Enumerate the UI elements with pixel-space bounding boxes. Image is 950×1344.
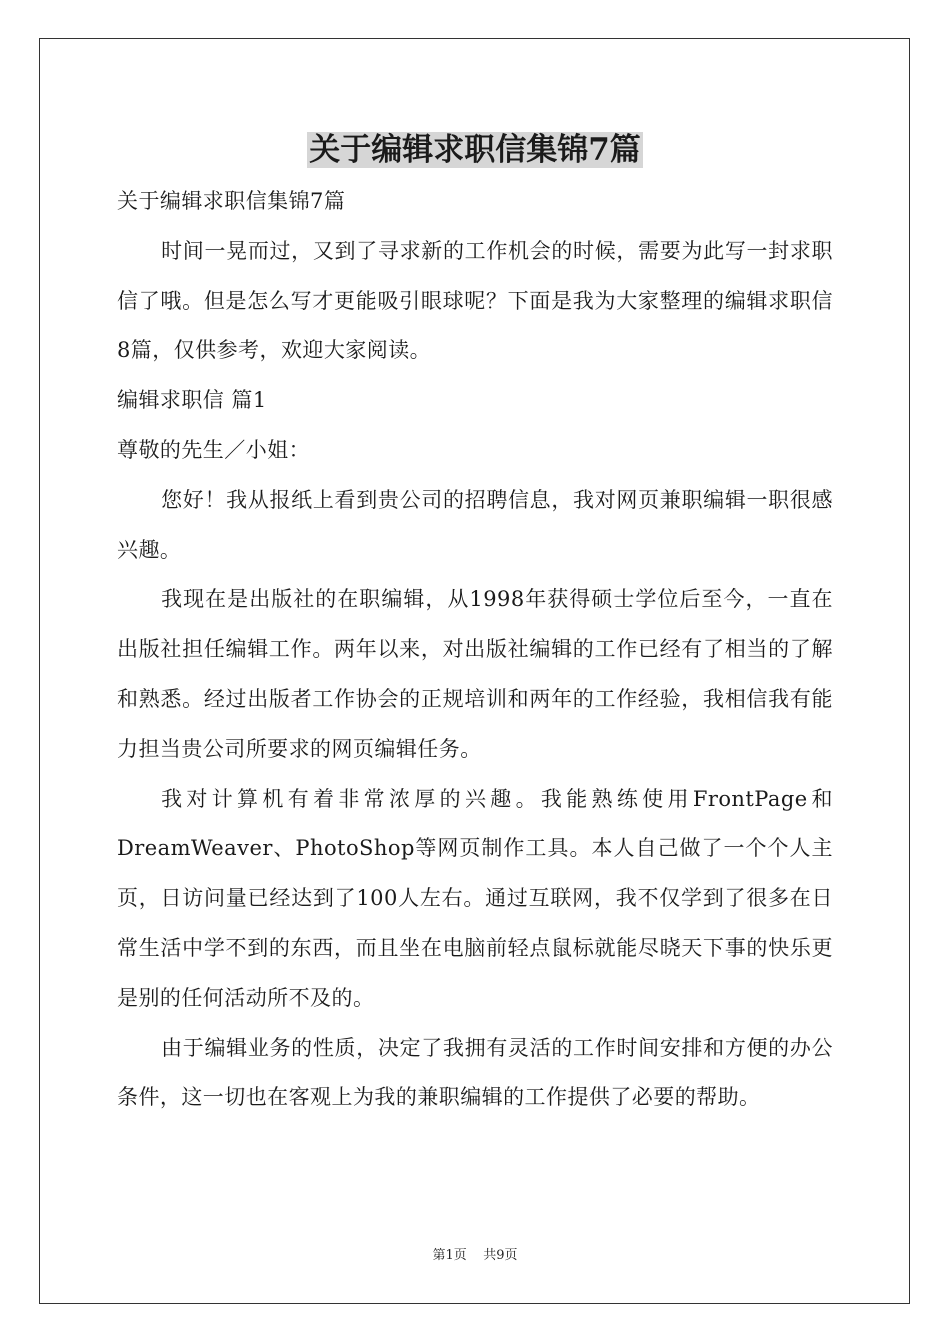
document-title-text: 关于编辑求职信集锦7篇 [309, 132, 641, 168]
letter-salutation: 尊敬的先生／小姐： [117, 437, 311, 462]
body-paragraph-8: 由于编辑业务的性质，决定了我拥有灵活的工作时间安排和方便的办公条件，这一切也在客观上为我的兼职编辑的工作提供了必要的帮助。 [117, 1035, 833, 1110]
document-body [117, 177, 833, 1123]
body-paragraph-1: 关于编辑求职信集锦7篇 [117, 189, 346, 213]
page-number: 第1页 共9页 [432, 1248, 518, 1263]
body-paragraph-2: 时间一晃而过，又到了寻求新的工作机会的时候，需要为此写一封求职信了哦。但是怎么写才更能吸引眼球呢？下面是我为大家整理的编辑求职信8篇，仅供参考，欢迎大家阅读。 [117, 238, 833, 363]
page-footer [0, 1247, 950, 1265]
section-heading-1: 编辑求职信 篇1 [117, 388, 267, 413]
body-paragraph-5: 您好！我从报纸上看到贵公司的招聘信息，我对网页兼职编辑一职很感兴趣。 [117, 487, 833, 562]
body-paragraph-7: 我对计算机有着非常浓厚的兴趣。我能熟练使用FrontPage和DreamWeaver、PhotoShop等网页制作工具。本人自己做了一个个人主页，日访问量已经达到了100人左右。通过互联网，我不仅学到了很多在日常生活中学不到的东西，而且坐在电脑前轻点鼠标就能尽晓天下事的快乐更是别的任何活动所不及的。 [117, 786, 833, 1010]
body-paragraph-6: 我现在是出版社的在职编辑，从1998年获得硕士学位后至今，一直在出版社担任编辑工作。两年以来，对出版社编辑的工作已经有了相当的了解和熟悉。经过出版者工作协会的正规培训和两年的工作经验，我相信我有能力担当贵公司所要求的网页编辑任务。 [117, 587, 833, 761]
document-title [0, 126, 950, 174]
